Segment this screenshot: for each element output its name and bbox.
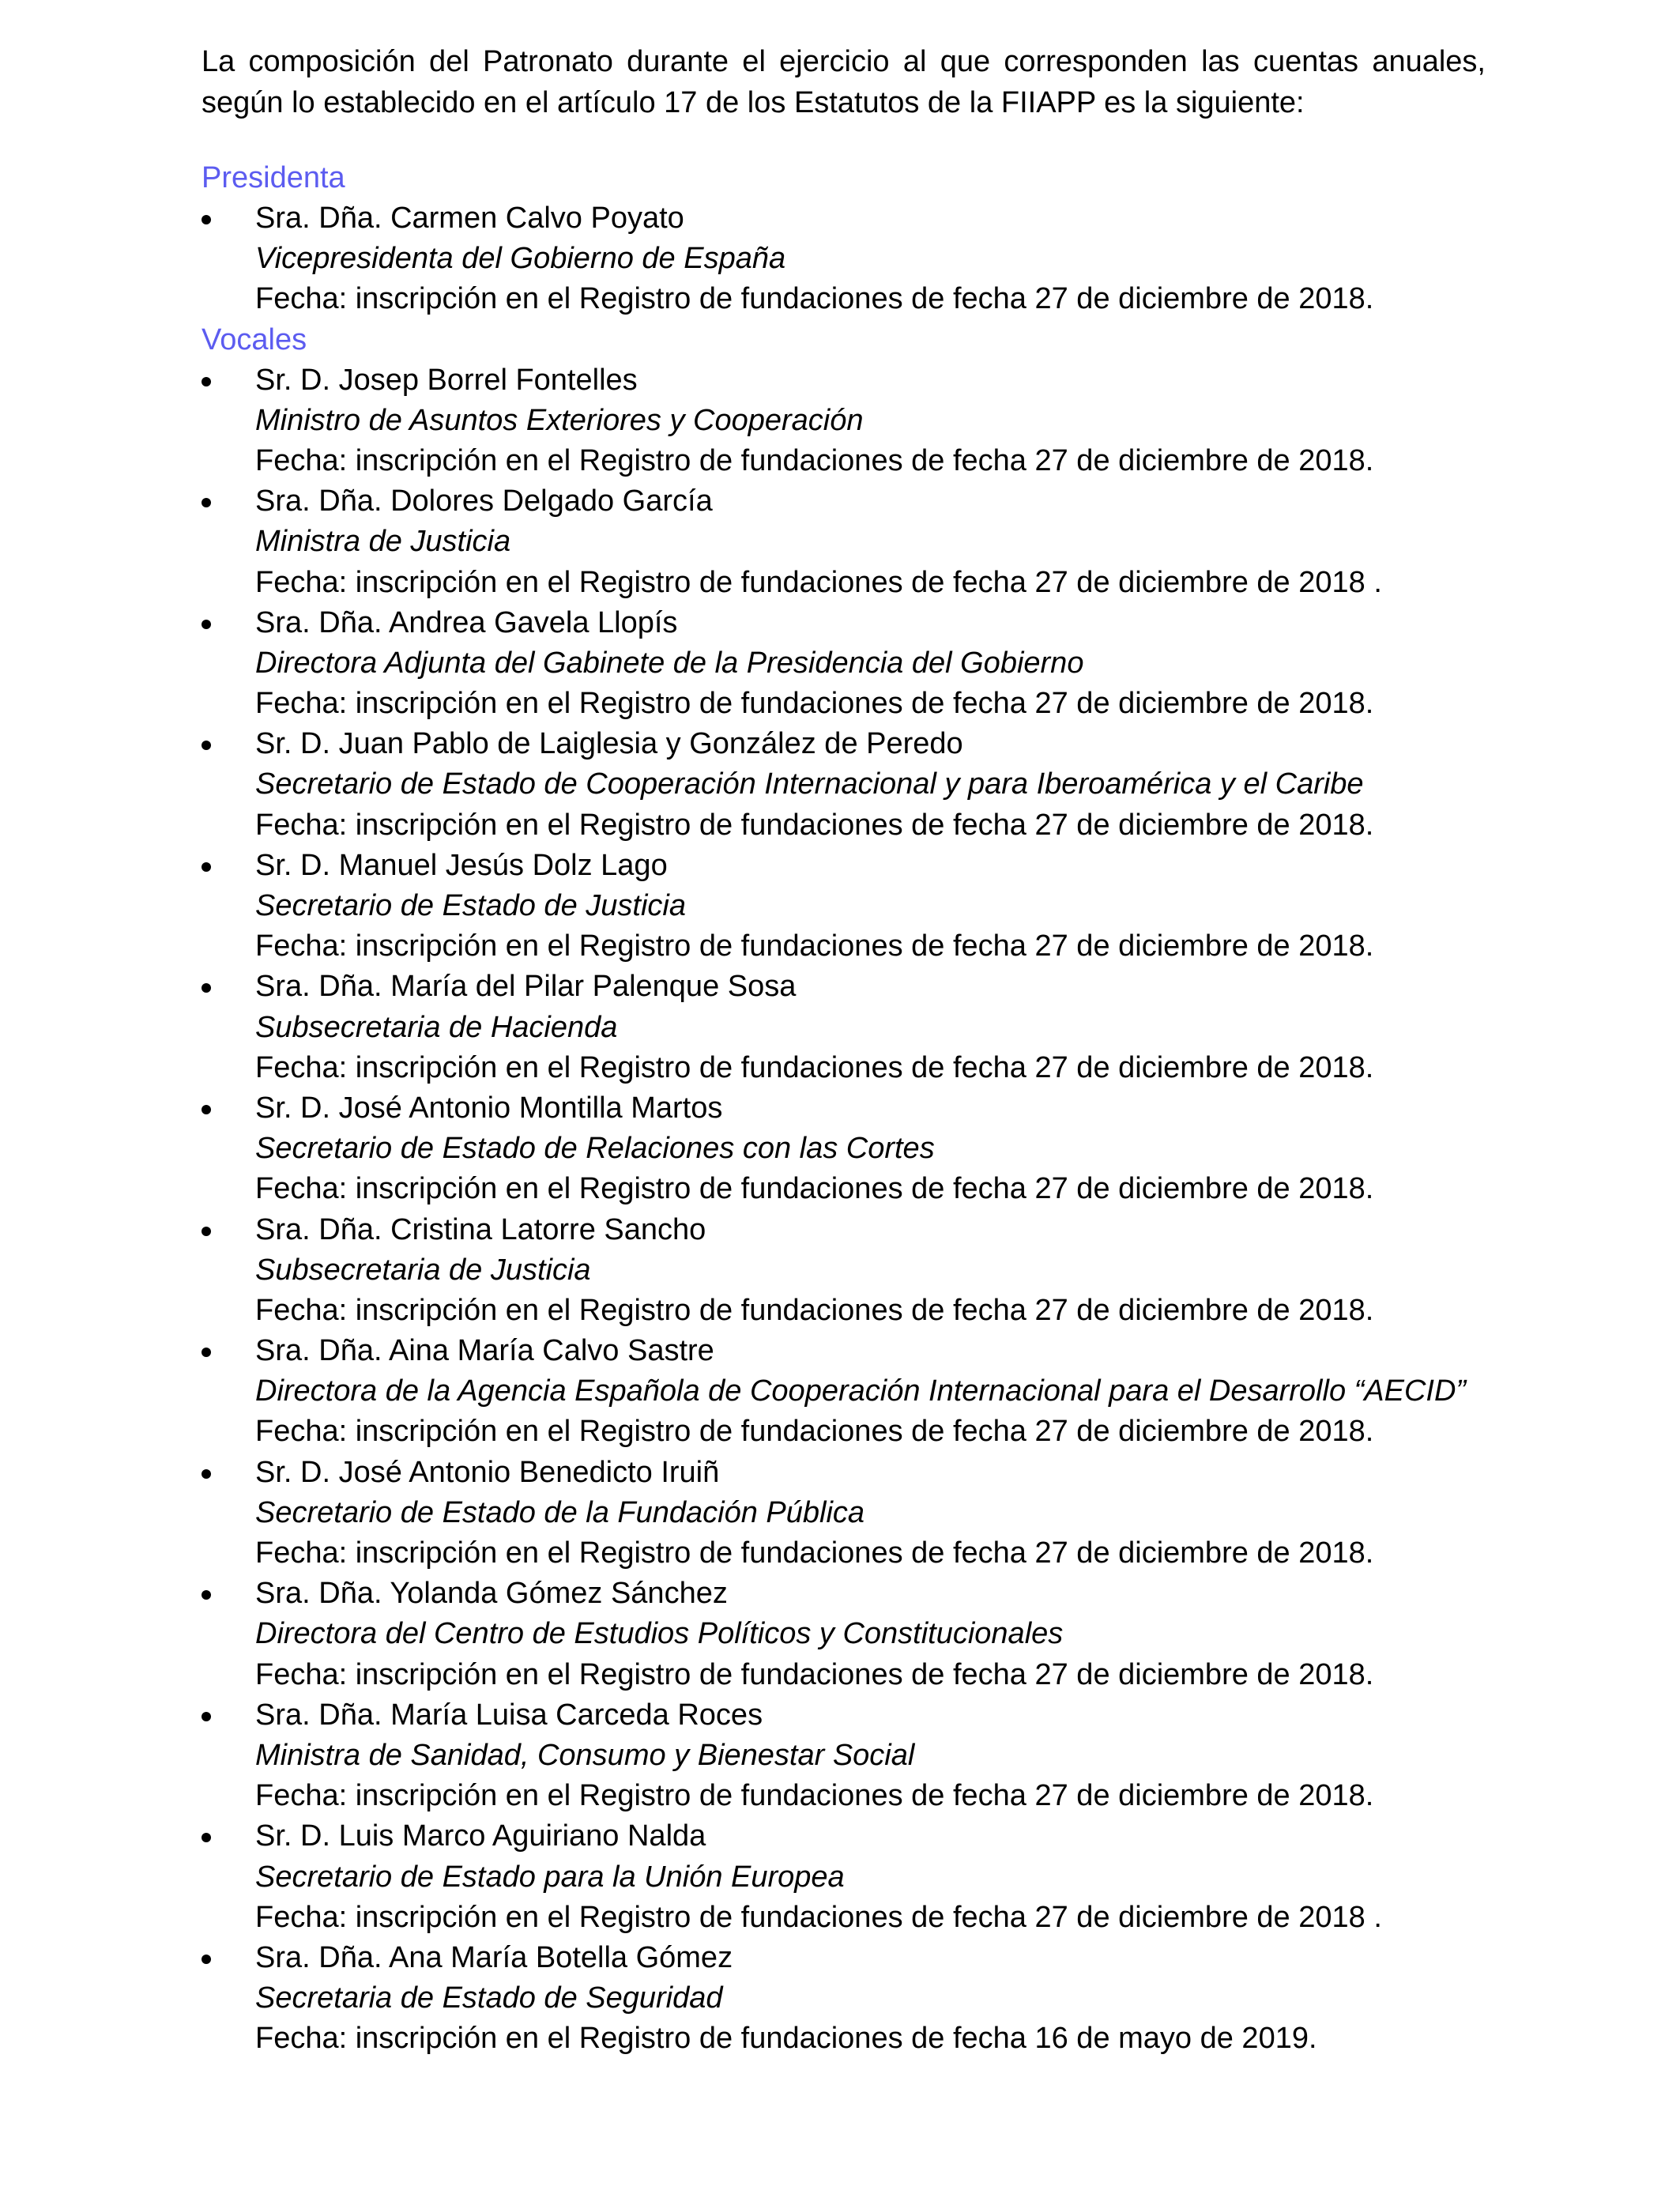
list-item [202,1210,1486,1332]
member-date: Fecha: inscripción en el Registro de fundaciones de fecha 27 de diciembre de 2018. [255,687,1374,721]
member-role: Subsecretaria de Hacienda [255,1010,618,1044]
bullet-icon [202,215,211,224]
member-role: Directora del Centro de Estudios Políticos y Constitucionales [255,1617,1064,1651]
member-name: Sra. Dña. Dolores Delgado García [255,484,713,518]
member-role: Secretario de Estado de Justicia [255,889,686,922]
member-date: Fecha: inscripción en el Registro de fundaciones de fecha 27 de diciembre de 2018. [255,1172,1374,1206]
list-item [202,1331,1486,1453]
member-date: Fecha: inscripción en el Registro de fundaciones de fecha 27 de diciembre de 2018. [255,443,1374,477]
member-date: Fecha: inscripción en el Registro de fundaciones de fecha 27 de diciembre de 2018 . [255,1900,1382,1934]
list-item [202,724,1486,846]
member-role: Secretario de Estado de Relaciones con las Cortes [255,1132,935,1166]
list-item [202,481,1486,603]
bullet-icon [202,1105,211,1114]
member-date: Fecha: inscripción en el Registro de fundaciones de fecha 27 de diciembre de 2018. [255,1415,1374,1449]
bullet-icon [202,1227,211,1236]
bullet-icon [202,1469,211,1479]
list-item [202,360,1486,482]
member-role: Secretario de Estado de la Fundación Pública [255,1495,865,1529]
member-name: Sra. Dña. Yolanda Gómez Sánchez [255,1577,728,1611]
member-date: Fecha: inscripción en el Registro de fundaciones de fecha 27 de diciembre de 2018. [255,929,1374,963]
document-page [202,41,1486,2059]
member-date: Fecha: inscripción en el Registro de fundaciones de fecha 27 de diciembre de 2018. [255,808,1374,842]
bullet-icon [202,983,211,993]
intro-paragraph: La composición del Patronato durante el ejercicio al que corresponden las cuentas anuales, según lo establecido en el artículo 17 de los Estatutos de la FIIAPP es la siguiente: [202,45,1486,119]
member-role: Directora Adjunta del Gabinete de la Presidencia del Gobierno [255,646,1084,680]
bullet-icon [202,498,211,507]
member-date: Fecha: inscripción en el Registro de fundaciones de fecha 27 de diciembre de 2018. [255,1293,1374,1327]
member-name: Sra. Dña. Andrea Gavela Llopís [255,605,678,639]
member-role: Secretario de Estado de Cooperación Internacional y para Iberoamérica y el Caribe [255,767,1364,801]
bullet-icon [202,1590,211,1600]
section-heading: Presidenta [202,161,345,194]
section-vocales [202,320,1486,2060]
bullet-icon [202,1712,211,1721]
bullet-icon [202,377,211,386]
member-date: Fecha: inscripción en el Registro de fundaciones de fecha 27 de diciembre de 2018. [255,1536,1374,1570]
list-item [202,1453,1486,1574]
member-name: Sra. Dña. María del Pilar Palenque Sosa [255,970,797,1004]
member-name: Sr. D. José Antonio Montilla Martos [255,1091,723,1125]
bullet-icon [202,741,211,750]
member-name: Sra. Dña. Ana María Botella Gómez [255,1940,733,1974]
list-item [202,198,1486,320]
member-role: Secretario de Estado para la Unión Europea [255,1860,845,1894]
member-date: Fecha: inscripción en el Registro de fundaciones de fecha 27 de diciembre de 2018. [255,1779,1374,1813]
member-role: Subsecretaria de Justicia [255,1253,591,1287]
member-role: Ministro de Asuntos Exteriores y Cooperación [255,403,864,437]
member-name: Sr. D. Luis Marco Aguiriano Nalda [255,1819,706,1853]
bullet-icon [202,620,211,629]
member-name: Sra. Dña. Aina María Calvo Sastre [255,1334,714,1368]
bullet-icon [202,1955,211,1964]
member-date: Fecha: inscripción en el Registro de fundaciones de fecha 27 de diciembre de 2018. [255,1657,1374,1691]
member-name: Sra. Dña. Cristina Latorre Sancho [255,1212,706,1246]
bullet-icon [202,1833,211,1842]
list-item [202,967,1486,1088]
member-role: Secretaria de Estado de Seguridad [255,1981,723,2015]
member-name: Sr. D. Manuel Jesús Dolz Lago [255,848,668,882]
member-date: Fecha: inscripción en el Registro de fundaciones de fecha 27 de diciembre de 2018. [255,1050,1374,1084]
section-presidenta [202,158,1486,320]
member-name: Sra. Dña. Carmen Calvo Poyato [255,202,684,235]
bullet-icon [202,862,211,872]
member-name: Sr. D. Juan Pablo de Laiglesia y González de Peredo [255,727,963,761]
member-role: Ministra de Justicia [255,525,511,559]
member-date: Fecha: inscripción en el Registro de fundaciones de fecha 27 de diciembre de 2018. [255,282,1374,316]
bullet-icon [202,1348,211,1357]
member-name: Sr. D. José Antonio Benedicto Iruiñ [255,1455,720,1489]
list-item [202,846,1486,967]
list-item [202,1088,1486,1210]
member-role: Vicepresidenta del Gobierno de España [255,242,786,276]
member-name: Sr. D. Josep Borrel Fontelles [255,363,638,397]
member-role: Ministra de Sanidad, Consumo y Bienestar Social [255,1738,915,1772]
list-item [202,1574,1486,1695]
list-item [202,1938,1486,2060]
member-name: Sra. Dña. María Luisa Carceda Roces [255,1698,763,1732]
member-role: Directora de la Agencia Española de Cooperación Internacional para el Desarrollo “AECID” [255,1374,1467,1408]
member-date: Fecha: inscripción en el Registro de fundaciones de fecha 27 de diciembre de 2018 . [255,565,1382,599]
section-heading: Vocales [202,322,307,356]
member-date: Fecha: inscripción en el Registro de fundaciones de fecha 16 de mayo de 2019. [255,2022,1317,2056]
list-item [202,1816,1486,1938]
list-item [202,1695,1486,1817]
list-item [202,603,1486,725]
